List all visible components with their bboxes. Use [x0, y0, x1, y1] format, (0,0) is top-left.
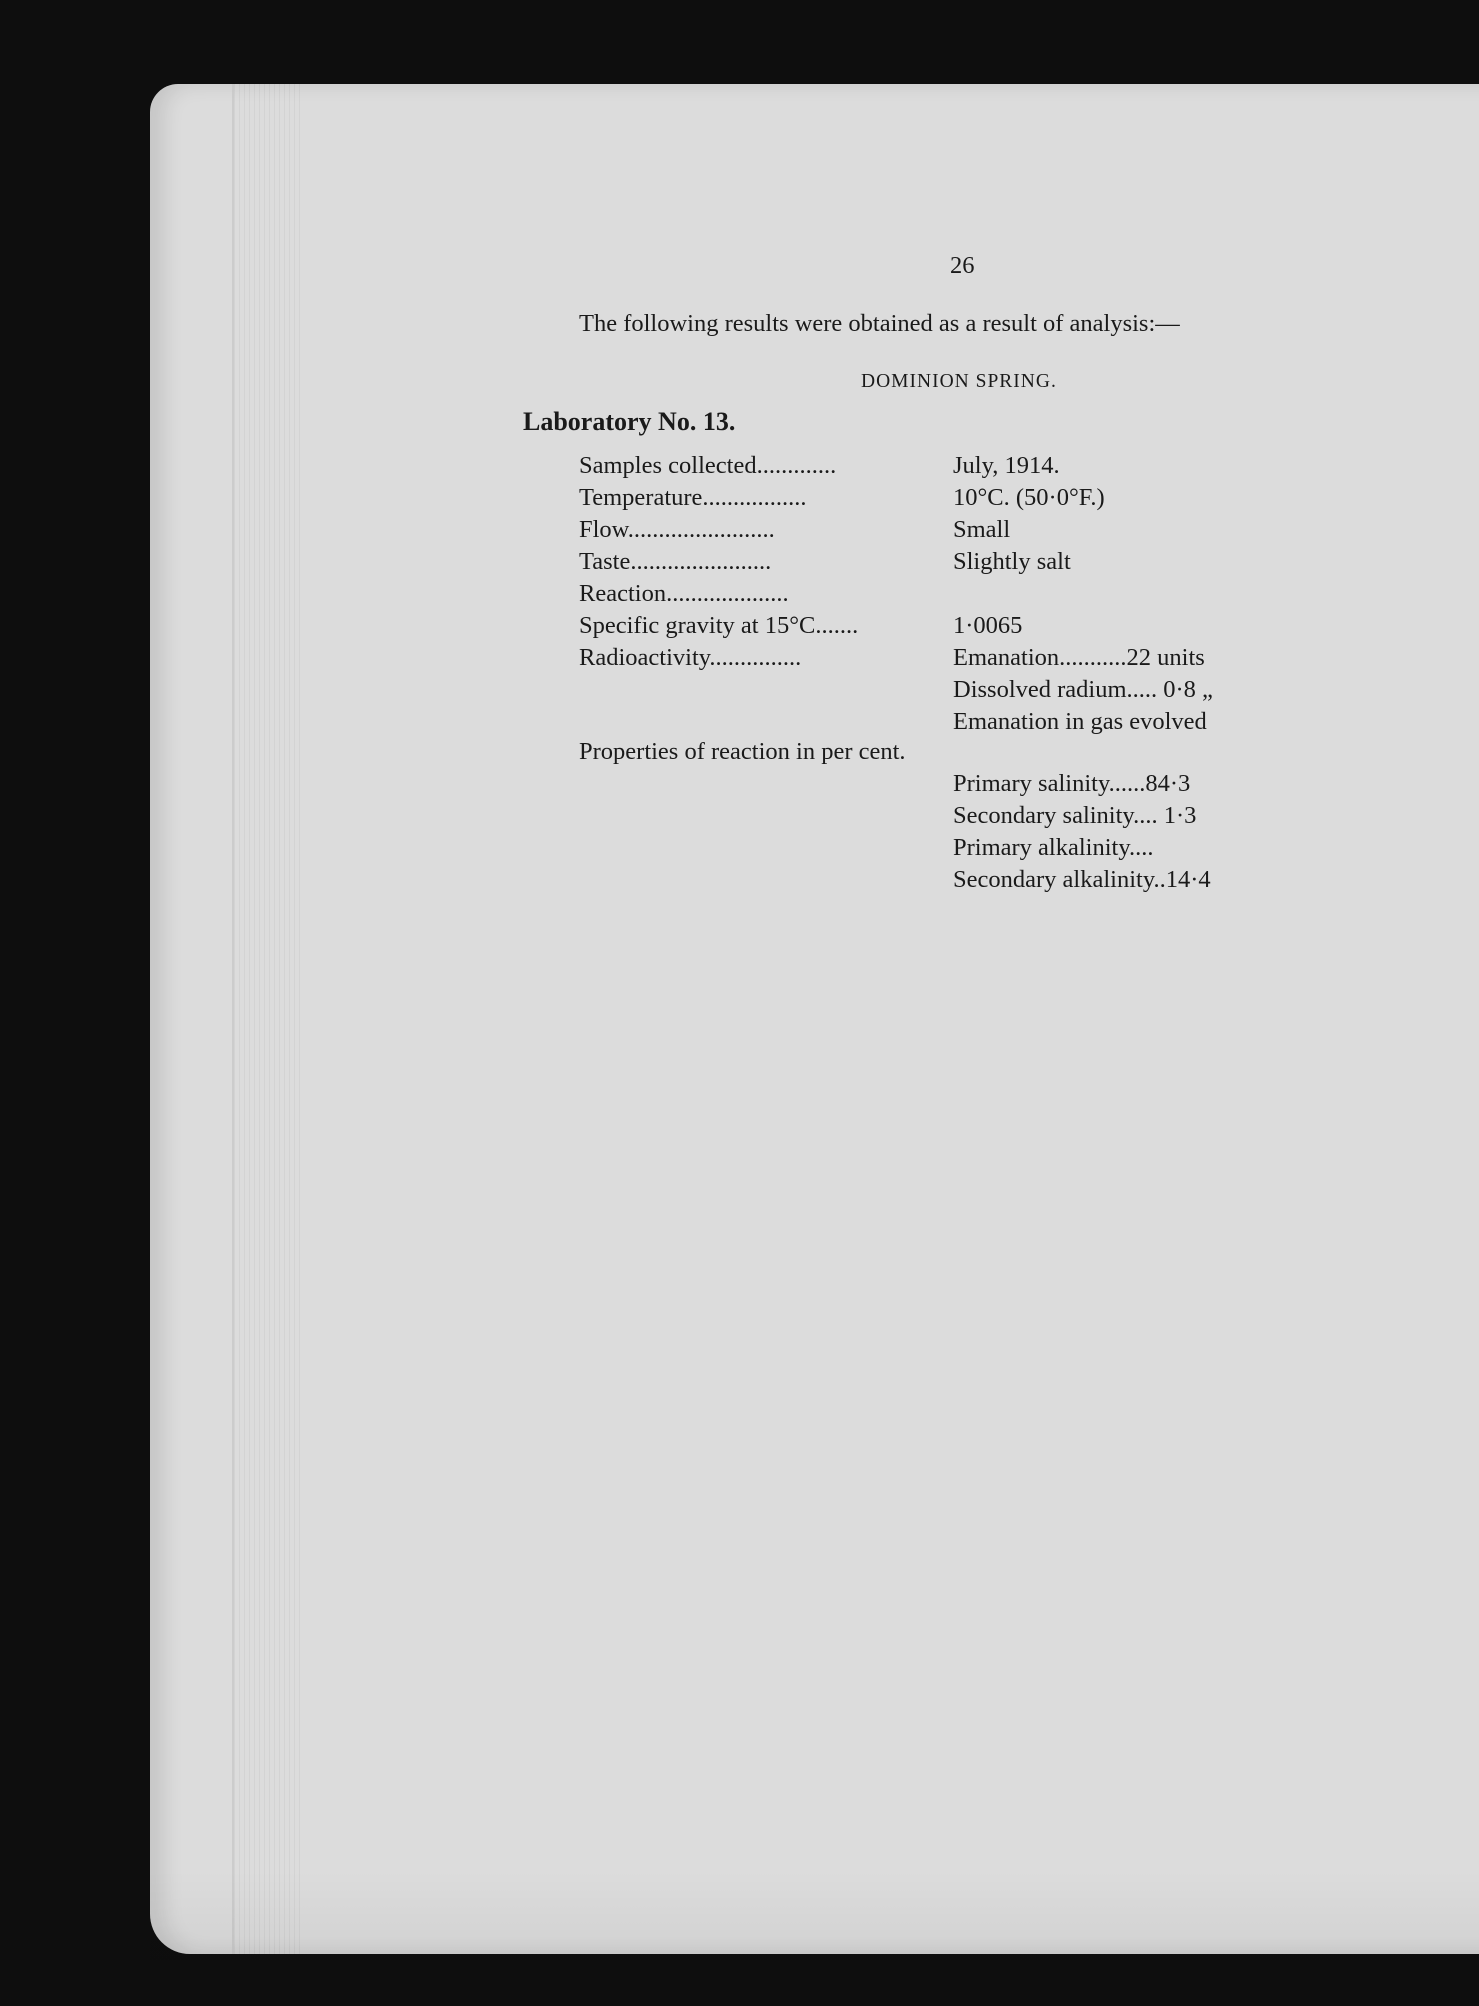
properties-heading: Properties of reaction in per cent.: [579, 738, 906, 765]
row-value: Emanation in gas evolved: [953, 708, 1207, 735]
property-secondary-alkalinity: [0, 864, 1479, 896]
row-reaction: [0, 578, 1479, 610]
row-label: Taste.......................: [579, 548, 772, 575]
book-page: [150, 84, 1479, 1954]
row-emanation-gas: [0, 706, 1479, 738]
row-value: Dissolved radium..... 0·8 „: [953, 676, 1213, 703]
row-dissolved-radium: [0, 674, 1479, 706]
property-primary-alkalinity: [0, 832, 1479, 864]
page-number: 26: [950, 252, 975, 279]
intro-sentence: The following results were obtained as a result of analysis:—: [579, 310, 1180, 337]
row-label: Temperature.................: [579, 484, 807, 511]
section-title: DOMINION SPRING.: [861, 371, 1057, 392]
row-value: 1·0065: [953, 612, 1023, 639]
laboratory-heading: Laboratory No. 13.: [523, 407, 736, 436]
row-flow: [0, 514, 1479, 546]
row-samples-collected: [0, 450, 1479, 482]
property-text: Primary salinity......84·3: [953, 770, 1191, 797]
row-value: July, 1914.: [953, 452, 1060, 479]
row-label: Samples collected.............: [579, 452, 837, 479]
page-edge-stack: [232, 84, 304, 1954]
property-text: Primary alkalinity....: [953, 834, 1154, 861]
row-taste: [0, 546, 1479, 578]
row-temperature: [0, 482, 1479, 514]
property-text: Secondary alkalinity..14·4: [953, 866, 1211, 893]
row-specific-gravity: [0, 610, 1479, 642]
row-radioactivity: [0, 642, 1479, 674]
row-label: Flow........................: [579, 516, 775, 543]
row-label: Specific gravity at 15°C.......: [579, 612, 859, 639]
page-bottom-shadow: [150, 1870, 1479, 1960]
row-label: Radioactivity...............: [579, 644, 802, 671]
row-value: Small: [953, 516, 1011, 543]
row-value: 10°C. (50·0°F.): [953, 484, 1105, 511]
property-text: Secondary salinity.... 1·3: [953, 802, 1197, 829]
row-value: Emanation...........22 units: [953, 644, 1205, 671]
row-label: Reaction....................: [579, 580, 789, 607]
property-primary-salinity: [0, 768, 1479, 800]
row-value: Slightly salt: [953, 548, 1071, 575]
property-secondary-salinity: [0, 800, 1479, 832]
